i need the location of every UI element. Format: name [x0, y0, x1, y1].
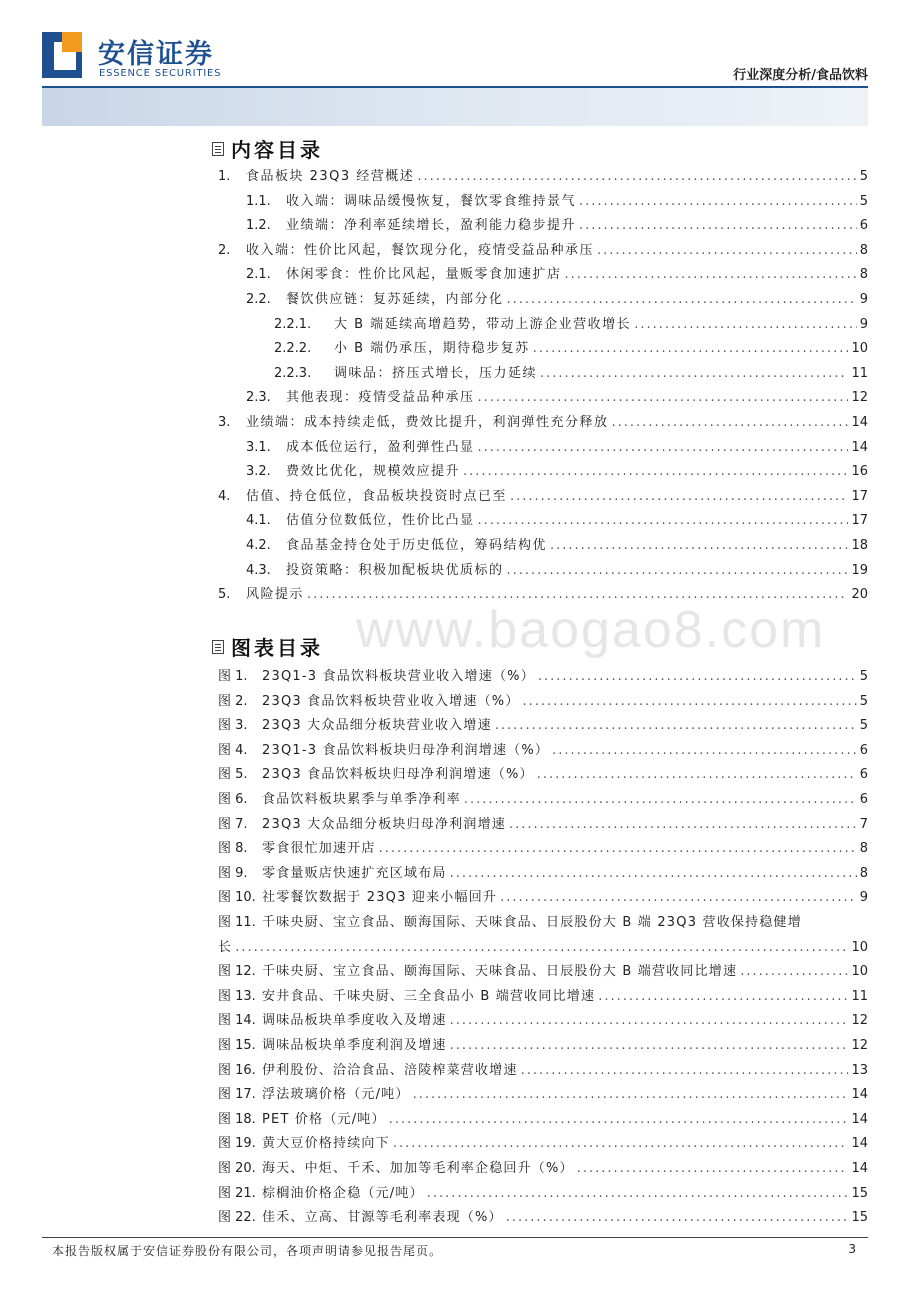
figure-entry-page: 15: [851, 1210, 868, 1226]
figure-entry-text: 千味央厨、宝立食品、颐海国际、天味食品、日辰股份大 B 端营收同比增速: [262, 964, 738, 980]
toc-entry-text: 估值分位数低位，性价比凸显: [286, 513, 475, 529]
figure-entry-text: 海天、中炬、千禾、加加等毛利率企稳回升（%）: [262, 1161, 574, 1176]
toc-entry[interactable]: [274, 313, 868, 332]
figure-entry[interactable]: [218, 1182, 868, 1201]
figure-entry-page: 6: [859, 792, 868, 807]
toc-entry[interactable]: [246, 288, 868, 307]
logo-chinese-name: 安信证券: [98, 39, 214, 70]
figure-entry[interactable]: [218, 665, 868, 684]
toc-title: [212, 134, 323, 163]
toc-entry-number: 3.: [218, 415, 231, 430]
leader-dots: [740, 964, 848, 979]
toc-entry[interactable]: [246, 460, 868, 479]
toc-entry-page: 5: [859, 169, 868, 184]
toc-entry-number: 1.2.: [246, 218, 271, 234]
toc-entry[interactable]: [246, 559, 868, 578]
figure-entry-text: 23Q3 食品饮料板块营业收入增速（%）: [262, 693, 520, 709]
toc-entry-text: 风险提示: [246, 587, 305, 603]
figure-entry[interactable]: [218, 813, 868, 832]
leader-dots: [533, 341, 849, 356]
figure-entry-number: 图 20.: [218, 1161, 256, 1176]
leader-dots: [579, 194, 857, 209]
toc-entry-number: 2.2.2.: [274, 341, 312, 357]
toc-entry-page: 8: [859, 267, 868, 283]
toc-entry-number: 5.: [218, 587, 231, 603]
leader-dots: [506, 1210, 849, 1225]
figure-entry-number: 图 3.: [218, 718, 248, 734]
figure-entry-number: 图 7.: [218, 816, 248, 832]
figure-entry[interactable]: [218, 1132, 868, 1151]
toc-entry-text: 食品基金持仓处于历史低位，筹码结构优: [286, 538, 548, 553]
toc-entry-number: 4.3.: [246, 562, 271, 578]
figure-entry-page: 5: [859, 718, 868, 734]
leader-dots: [552, 743, 857, 758]
toc-entry-page: 9: [859, 292, 868, 307]
figure-entry-text: 长: [218, 939, 233, 955]
figure-entry-text: 浮法玻璃价格（元/吨）: [262, 1087, 410, 1103]
figure-entry-number: 图 4.: [218, 742, 248, 758]
toc-entry-number: 3.2.: [246, 464, 271, 480]
leader-dots: [538, 669, 857, 684]
figure-entry-number: 图 2.: [218, 693, 248, 709]
toc-entry[interactable]: [246, 263, 868, 282]
figure-entry-page: 8: [859, 865, 868, 881]
toc-entry-number: 2.2.1.: [274, 316, 312, 332]
leader-dots: [235, 940, 848, 955]
toc-entry-number: 2.2.3.: [274, 365, 312, 381]
toc-entry-page: 8: [859, 242, 868, 258]
figure-entry-page: 5: [859, 669, 868, 684]
toc-entry-number: 1.: [218, 169, 231, 184]
toc-entry[interactable]: [218, 485, 868, 504]
toc-entry-number: 4.2.: [246, 538, 271, 553]
figure-entry[interactable]: [218, 1034, 868, 1053]
figure-entry-number: 图 17.: [218, 1087, 256, 1103]
toc-entry-text: 估值、持仓低位，食品板块投资时点已至: [246, 488, 508, 504]
page-number: 3: [848, 1242, 856, 1256]
figure-entry-text: 23Q1-3 食品饮料板块营业收入增速（%）: [262, 669, 535, 684]
figure-entry[interactable]: [218, 837, 868, 856]
toc-entry[interactable]: [246, 509, 868, 528]
figures-title: [212, 632, 323, 661]
figure-entry-text: 棕榈油价格企稳（元/吨）: [262, 1185, 424, 1201]
figure-entry-text: PET 价格（元/吨）: [262, 1111, 386, 1127]
toc-entry-page: 14: [851, 415, 868, 430]
toc-entry-page: 5: [859, 193, 868, 209]
figure-entry[interactable]: [218, 1009, 868, 1028]
figure-entry[interactable]: [218, 886, 868, 905]
toc-entry-number: 4.1.: [246, 513, 271, 529]
leader-dots: [577, 1161, 849, 1176]
toc-entry-text: 成本低位运行，盈利弹性凸显: [286, 439, 475, 455]
leader-dots: [598, 989, 848, 1004]
figure-entry-continuation[interactable]: [218, 936, 868, 955]
figure-entry-page: 9: [859, 890, 868, 906]
toc-entry[interactable]: [274, 362, 868, 381]
figure-entry-number: 图 11.: [218, 915, 256, 930]
figure-entry-text: 23Q1-3 食品饮料板块归母净利润增速（%）: [262, 742, 550, 758]
figures-title-text: 图表目录: [231, 636, 323, 660]
leader-dots: [463, 464, 848, 479]
footer-divider: [42, 1237, 868, 1238]
figure-entry-page: 10: [851, 964, 868, 980]
figure-entry-number: 图 16.: [218, 1062, 256, 1078]
toc-entry-text: 收入端：性价比风起，餐饮现分化，疫情受益品种承压: [246, 242, 595, 258]
toc-entry-number: 2.1.: [246, 267, 271, 283]
figure-entry-text: 调味品板块单季度收入及增速: [262, 1013, 447, 1029]
figure-entry-text: 黄大豆价格持续向下: [262, 1136, 390, 1152]
leader-dots: [464, 792, 857, 807]
toc-entry-page: 9: [859, 316, 868, 332]
figure-entry-page: 5: [859, 693, 868, 709]
toc-entry-page: 20: [851, 587, 868, 603]
toc-entry-page: 17: [851, 513, 868, 529]
toc-entry-number: 1.1.: [246, 193, 271, 209]
leader-dots: [565, 267, 857, 282]
toc-entry-text: 业绩端：成本持续走低，费效比提升，利润弹性充分释放: [246, 415, 609, 430]
toc-entry-number: 3.1.: [246, 439, 271, 455]
leader-dots: [634, 317, 857, 332]
leader-dots: [478, 440, 849, 455]
figure-entry[interactable]: [218, 960, 868, 979]
watermark: www.baogao8.com: [356, 601, 826, 659]
toc-entry-number: 4.: [218, 488, 231, 504]
figure-entry-text: 23Q3 食品饮料板块归母净利润增速（%）: [262, 767, 534, 783]
leader-dots: [537, 767, 857, 782]
figure-entry-number: 图 9.: [218, 865, 248, 881]
figure-entry-text: 佳禾、立高、甘源等毛利率表现（%）: [262, 1210, 503, 1226]
toc-entry-text: 小 B 端仍承压，期待稳步复苏: [334, 341, 530, 357]
figure-entry-page: 14: [851, 1161, 868, 1176]
leader-dots: [507, 292, 857, 307]
leader-dots: [579, 218, 857, 233]
toc-entry-text: 大 B 端延续高增趋势，带动上游企业营收增长: [334, 316, 632, 332]
toc-title-text: 内容目录: [231, 138, 323, 162]
figure-entry-number: 图 14.: [218, 1013, 256, 1029]
toc-entry[interactable]: [246, 436, 868, 455]
figure-entry[interactable]: [218, 1059, 868, 1078]
figure-entry[interactable]: [218, 862, 868, 881]
figure-entry[interactable]: [218, 1157, 868, 1176]
figure-entry[interactable]: [218, 1108, 868, 1127]
toc-entry-page: 18: [851, 538, 868, 553]
figure-entry-text: 安井食品、千味央厨、三全食品小 B 端营收同比增速: [262, 988, 596, 1004]
figure-entry-text: 食品饮料板块累季与单季净利率: [262, 792, 461, 807]
toc-entry-text: 餐饮供应链：复苏延续，内部分化: [286, 292, 504, 307]
figure-entry-number: 图 8.: [218, 841, 248, 857]
toc-entry-page: 6: [859, 218, 868, 234]
toc-entry-page: 11: [851, 365, 868, 381]
leader-dots: [450, 1013, 849, 1028]
figure-entry[interactable]: [218, 985, 868, 1004]
toc-entry[interactable]: [246, 534, 868, 553]
leader-dots: [521, 1063, 849, 1078]
figure-entry-number: 图 18.: [218, 1111, 256, 1127]
leader-dots: [550, 538, 848, 553]
figure-entry-page: 14: [851, 1087, 868, 1103]
figure-entry-number: 图 13.: [218, 988, 256, 1004]
toc-entry[interactable]: [246, 190, 868, 209]
figure-entry-page: 14: [851, 1136, 868, 1152]
figure-entry-page: 6: [859, 742, 868, 758]
toc-entry-text: 其他表现：疫情受益品种承压: [286, 390, 475, 406]
leader-dots: [495, 718, 857, 733]
figure-entry-number: 图 22.: [218, 1210, 256, 1226]
figure-entry-page: 14: [851, 1111, 868, 1127]
document-icon: [212, 640, 224, 654]
figure-entry-text: 调味品板块单季度利润及增速: [262, 1038, 447, 1053]
leader-dots: [510, 489, 848, 504]
leader-dots: [478, 513, 849, 528]
toc-entry-text: 业绩端：净利率延续增长，盈利能力稳步提升: [286, 218, 577, 234]
toc-entry[interactable]: [218, 583, 868, 602]
figure-entry[interactable]: [218, 1083, 868, 1102]
figure-entry[interactable]: [218, 911, 868, 930]
toc-entry[interactable]: [218, 411, 868, 430]
toc-entry-page: 19: [851, 562, 868, 578]
leader-dots: [597, 243, 857, 258]
figure-entry-text: 千味央厨、宝立食品、颐海国际、天味食品、日辰股份大 B 端 23Q3 营收保持稳健增: [262, 915, 802, 930]
leader-dots: [307, 587, 848, 602]
toc-entry[interactable]: [246, 386, 868, 405]
toc-entry-page: 17: [851, 488, 868, 504]
logo-english-name: ESSENCE SECURITIES: [99, 68, 222, 79]
figure-entry-number: 图 6.: [218, 792, 248, 807]
footer-disclaimer: 本报告版权属于安信证券股份有限公司，各项声明请参见报告尾页。: [52, 1244, 443, 1258]
figure-entry-page: 11: [851, 988, 868, 1004]
leader-dots: [393, 1136, 849, 1151]
figure-entry[interactable]: [218, 1206, 868, 1225]
figure-entry-page: 6: [859, 767, 868, 783]
figure-entry-page: 10: [851, 939, 868, 955]
figure-entry-page: 7: [859, 816, 868, 832]
leader-dots: [427, 1186, 849, 1201]
leader-dots: [509, 817, 857, 832]
leader-dots: [523, 694, 857, 709]
toc-entry-number: 2.: [218, 242, 231, 258]
toc-entry-text: 投资策略：积极加配板块优质标的: [286, 562, 504, 578]
figure-entry-page: 13: [851, 1062, 868, 1078]
figure-entry-number: 图 10.: [218, 890, 256, 906]
toc-entry-page: 10: [851, 341, 868, 357]
figure-entry-number: 图 5.: [218, 767, 248, 783]
figure-entry-text: 伊利股份、洽洽食品、涪陵榨菜营收增速: [262, 1062, 518, 1078]
figure-entry-number: 图 15.: [218, 1038, 256, 1053]
figure-entry-number: 图 12.: [218, 964, 256, 980]
leader-dots: [612, 415, 849, 430]
toc-entry-number: 2.2.: [246, 292, 271, 307]
leader-dots: [389, 1112, 849, 1127]
figure-entry-page: 8: [859, 841, 868, 857]
figure-entry-number: 图 21.: [218, 1185, 256, 1201]
figure-entry-number: 图 19.: [218, 1136, 256, 1152]
figure-entry[interactable]: [218, 763, 868, 782]
toc-entry[interactable]: [218, 165, 868, 184]
figure-entry[interactable]: [218, 690, 868, 709]
toc-entry-text: 费效比优化，规模效应提升: [286, 464, 461, 480]
toc-entry-page: 14: [851, 439, 868, 455]
toc-entry-page: 12: [851, 390, 868, 406]
toc-entry-text: 收入端：调味品缓慢恢复，餐饮零食维持景气: [286, 193, 577, 209]
leader-dots: [450, 866, 857, 881]
toc-entry-number: 2.3.: [246, 390, 271, 406]
figure-entry[interactable]: [218, 788, 868, 807]
leader-dots: [507, 563, 849, 578]
figure-entry-number: 图 1.: [218, 669, 248, 684]
report-type-label: 行业深度分析/食品饮料: [733, 68, 868, 83]
leader-dots: [413, 1087, 849, 1102]
figure-entry-text: 零食很忙加速开店: [262, 841, 376, 857]
leader-dots: [500, 890, 857, 905]
leader-dots: [379, 841, 857, 856]
toc-entry[interactable]: [274, 337, 868, 356]
company-logo: [42, 32, 242, 84]
figure-entry-text: 社零餐饮数据于 23Q3 迎来小幅回升: [262, 890, 498, 906]
leader-dots: [478, 390, 849, 405]
logo-mark-icon: [42, 32, 88, 78]
header-band: [42, 88, 868, 126]
figure-entry[interactable]: [218, 714, 868, 733]
figure-entry-page: 15: [851, 1185, 868, 1201]
figure-entry[interactable]: [218, 739, 868, 758]
figure-entry-text: 零食量贩店快速扩充区域布局: [262, 865, 447, 881]
figure-entry-text: 23Q3 大众品细分板块营业收入增速: [262, 718, 492, 734]
toc-entry-text: 食品板块 23Q3 经营概述: [246, 169, 415, 184]
toc-entry-page: 16: [851, 464, 868, 480]
figure-entry-page: 12: [851, 1013, 868, 1029]
leader-dots: [540, 366, 848, 381]
figure-entry-text: 23Q3 大众品细分板块归母净利润增速: [262, 816, 506, 832]
toc-entry-text: 调味品：挤压式增长，压力延续: [334, 365, 538, 381]
toc-entry-text: 休闲零食：性价比风起，量贩零食加速扩店: [286, 267, 562, 283]
leader-dots: [417, 169, 856, 184]
document-icon: [212, 142, 224, 156]
figure-entry-page: 12: [851, 1038, 868, 1053]
toc-entry[interactable]: [246, 214, 868, 233]
toc-entry[interactable]: [218, 239, 868, 258]
leader-dots: [450, 1038, 849, 1053]
